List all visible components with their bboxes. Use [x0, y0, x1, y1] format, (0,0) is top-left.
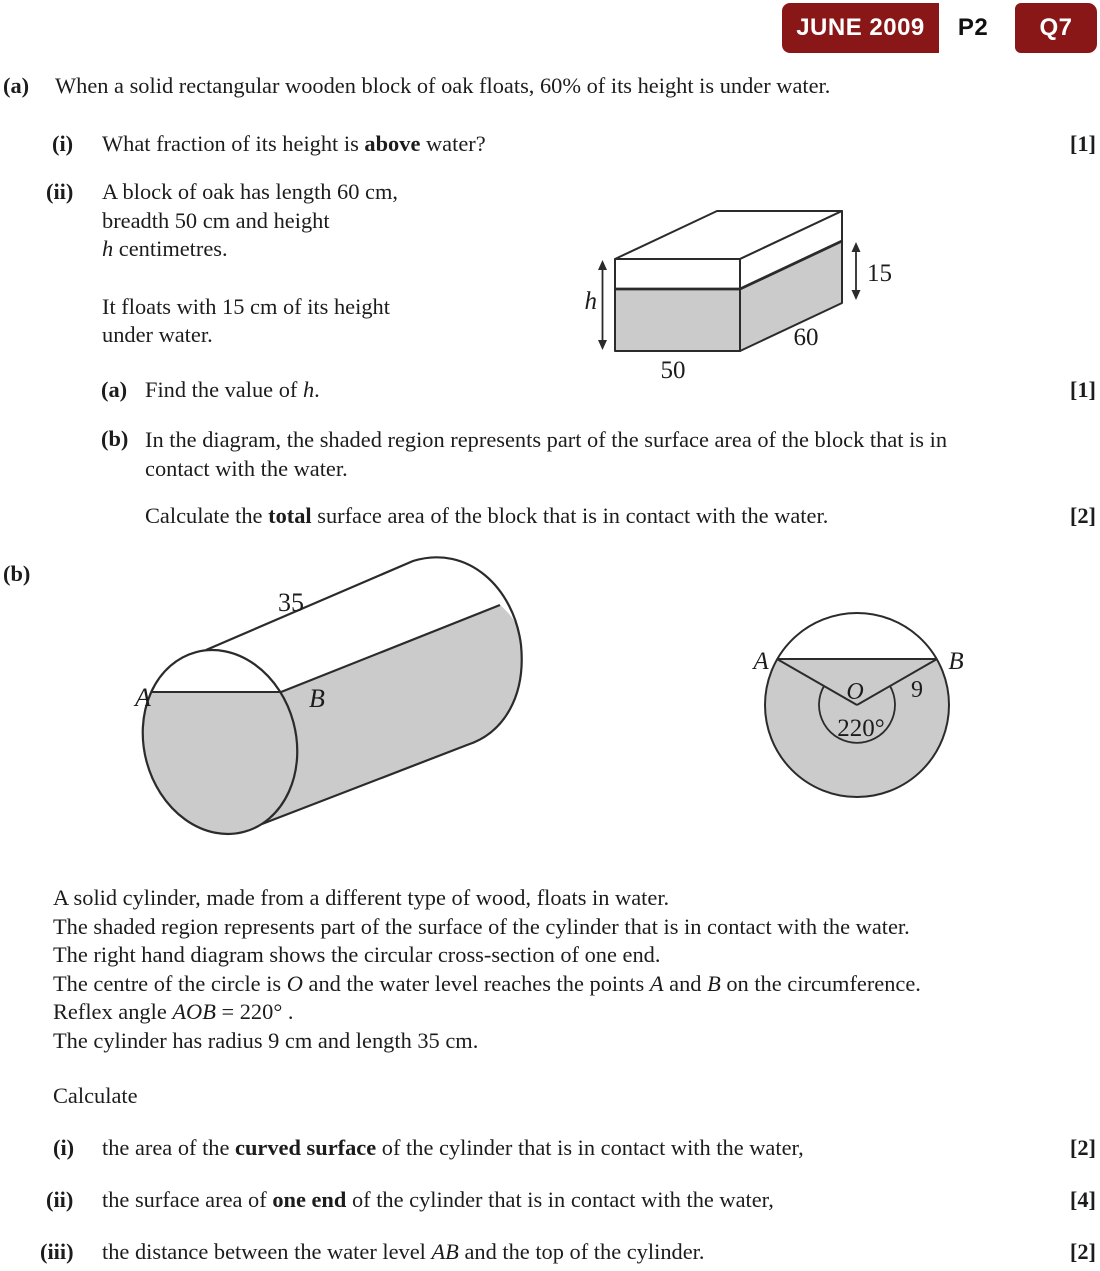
part-a-ii-b-calc: Calculate the total surface area of the block that is in contact with the water.: [145, 503, 829, 528]
part-a-ii-b-label: (b): [101, 426, 129, 451]
block-diagram: [560, 190, 920, 390]
height-arrow: [598, 260, 607, 350]
width-label: 50: [660, 357, 686, 384]
badge-gap: [1007, 3, 1015, 53]
cylinder-body-shaded: [262, 605, 522, 824]
badge-question-number: Q7: [1015, 3, 1097, 53]
circle-white-segment: [777, 612, 937, 659]
part-b-iii-label: (iii): [40, 1239, 74, 1264]
text-line: A solid cylinder, made from a different type of wood, floats in water.: [53, 885, 670, 910]
mark-a-ii-a: [1]: [1069, 377, 1096, 402]
text-line: h centimetres.: [102, 236, 228, 261]
mark-b-iii: [2]: [1069, 1239, 1096, 1264]
circle-point-a-label: A: [753, 648, 769, 675]
text-line: The cylinder has radius 9 cm and length 35 cm.: [53, 1027, 479, 1053]
cylinder-length-label: 35: [278, 588, 304, 617]
text-line: The right hand diagram shows the circular cross-section of one end.: [53, 942, 661, 967]
cylinder-diagram: [130, 545, 550, 875]
part-a-i-label: (i): [52, 131, 74, 156]
circle-center-label: O: [846, 679, 864, 705]
part-a-ii-a-label: (a): [101, 377, 128, 402]
part-b-ii-text: the surface area of one end of the cylinder that is in contact with the water,: [102, 1187, 774, 1212]
part-a-ii-text-top: [102, 178, 398, 264]
calculate-heading: Calculate: [53, 1083, 138, 1108]
part-a-intro: When a solid rectangular wooden block of oak floats, 60% of its height is under water.: [55, 73, 831, 98]
part-a-ii-text-bottom: [102, 293, 390, 349]
badge-session: JUNE 2009: [782, 3, 939, 53]
mark-b-i: [2]: [1069, 1135, 1096, 1160]
part-a-ii-a-text: Find the value of h.: [145, 377, 320, 402]
part-a-ii-b-text: [145, 425, 947, 483]
text-line: The shaded region represents part of the surface of the cylinder that is in contact with the water.: [53, 913, 910, 939]
text-line: A block of oak has length 60 cm,: [102, 179, 398, 204]
cylinder-point-b-label: B: [309, 684, 325, 713]
block-front-face-above-water: [615, 259, 740, 289]
depth-arrow: [852, 242, 861, 300]
part-b-label: (b): [3, 561, 31, 586]
radius-label: 9: [911, 677, 923, 703]
reflex-angle-label: 220°: [837, 715, 885, 742]
mark-a-ii-b: [2]: [1069, 503, 1096, 528]
text-line: contact with the water.: [145, 456, 348, 481]
text-line: It floats with 15 cm of its height: [102, 294, 390, 319]
question-badge: [782, 3, 1097, 53]
part-a-label: (a): [3, 73, 30, 98]
length-label: 60: [793, 324, 819, 351]
badge-paper: P2: [939, 3, 1007, 53]
mark-a-i: [1]: [1069, 131, 1096, 156]
text-line: Reflex angle AOB = 220° .: [53, 999, 294, 1024]
text-line: breadth 50 cm and height: [102, 207, 330, 233]
block-front-face-shaded: [615, 289, 740, 351]
depth-label: 15: [867, 260, 892, 287]
text-line: The centre of the circle is O and the water level reaches the points A and B on the circumference.: [53, 970, 921, 996]
height-label: h: [584, 288, 597, 315]
text-line: under water.: [102, 322, 213, 347]
part-a-ii-label: (ii): [46, 179, 74, 204]
text-line: In the diagram, the shaded region represents part of the surface area of the block that is in: [145, 427, 948, 452]
part-b-i-text: the area of the curved surface of the cylinder that is in contact with the water,: [102, 1135, 804, 1160]
part-b-iii-text: the distance between the water level AB and the top of the cylinder.: [102, 1239, 705, 1264]
circle-point-b-label: B: [948, 648, 964, 675]
cylinder-point-a-label: A: [135, 683, 151, 712]
part-b-ii-label: (ii): [46, 1187, 74, 1212]
part-b-paragraph: [53, 884, 921, 1055]
circle-diagram: [745, 593, 970, 813]
mark-b-ii: [4]: [1069, 1187, 1096, 1212]
part-a-i-text: What fraction of its height is above water?: [102, 131, 486, 156]
part-b-i-label: (i): [53, 1135, 75, 1160]
